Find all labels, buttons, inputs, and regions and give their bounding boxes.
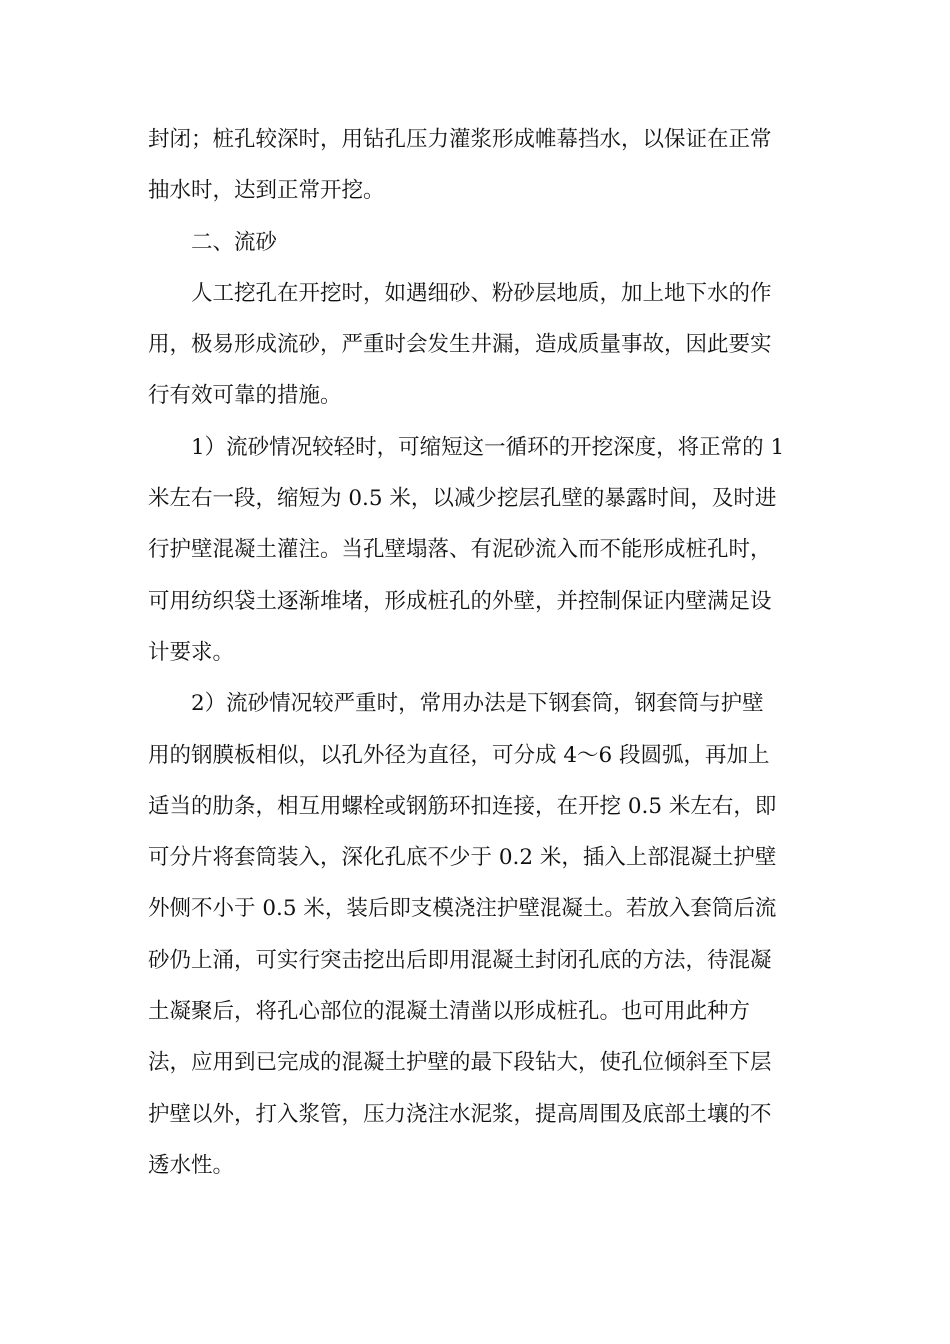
paragraph-4 (148, 678, 800, 1191)
body-text (148, 114, 800, 1191)
text-line: 外侧不小于 0.5 米，装后即支模浇注护壁混凝土。若放入套筒后流 (148, 896, 777, 922)
text-line: 可分片将套筒装入，深化孔底不少于 0.2 米，插入上部混凝土护壁 (148, 845, 777, 871)
section-heading-quicksand (148, 217, 800, 268)
text-line: 人工挖孔在开挖时，如遇细砂、粉砂层地质，加上地下水的作 (191, 280, 772, 306)
text-line: 抽水时，达到正常开挖。 (148, 178, 385, 204)
text-line: 封闭；桩孔较深时，用钻孔压力灌浆形成帷幕挡水，以保证在正常 (148, 127, 772, 152)
text-line: 护壁以外，打入浆管，压力浇注水泥浆，提高周围及底部土壤的不 (148, 1101, 772, 1127)
text-line: 适当的肋条，相互用螺栓或钢筋环扣连接，在开挖 0.5 米左右，即 (148, 793, 777, 819)
paragraph-1 (148, 114, 800, 217)
text-line: 行护壁混凝土灌注。当孔壁塌落、有泥砂流入而不能形成桩孔时， (148, 537, 772, 563)
text-line: 砂仍上涌，可实行突击挖出后即用混凝土封闭孔底的方法，待混凝 (148, 947, 772, 973)
text-line: 可用纺织袋土逐渐堆堵，形成桩孔的外壁，并控制保证内壁满足设 (148, 588, 772, 614)
text-line: 透水性。 (148, 1152, 235, 1178)
text-line: 计要求。 (148, 639, 235, 665)
text-line: 行有效可靠的措施。 (148, 383, 342, 409)
text-line: 土凝聚后，将孔心部位的混凝土清凿以形成桩孔。也可用此种方 (148, 999, 751, 1025)
text-line: 用的钢膜板相似，以孔外径为直径，可分成 4～6 段圆弧，再加上 (148, 742, 770, 768)
text-line: 法，应用到已完成的混凝土护壁的最下段钻大，使孔位倾斜至下层 (148, 1050, 772, 1076)
text-line: 1）流砂情况较轻时，可缩短这一循环的开挖深度，将正常的 1 (191, 434, 785, 460)
text-line: 米左右一段，缩短为 0.5 米，以减少挖层孔壁的暴露时间，及时进 (148, 486, 777, 512)
paragraph-2 (148, 268, 800, 422)
paragraph-3 (148, 422, 800, 678)
text-line: 用，极易形成流砂，严重时会发生井漏，造成质量事故，因此要实 (148, 332, 772, 358)
section-heading: 二、流砂 (191, 229, 278, 255)
text-line: 2）流砂情况较严重时，常用办法是下钢套筒，钢套筒与护壁 (191, 691, 764, 717)
